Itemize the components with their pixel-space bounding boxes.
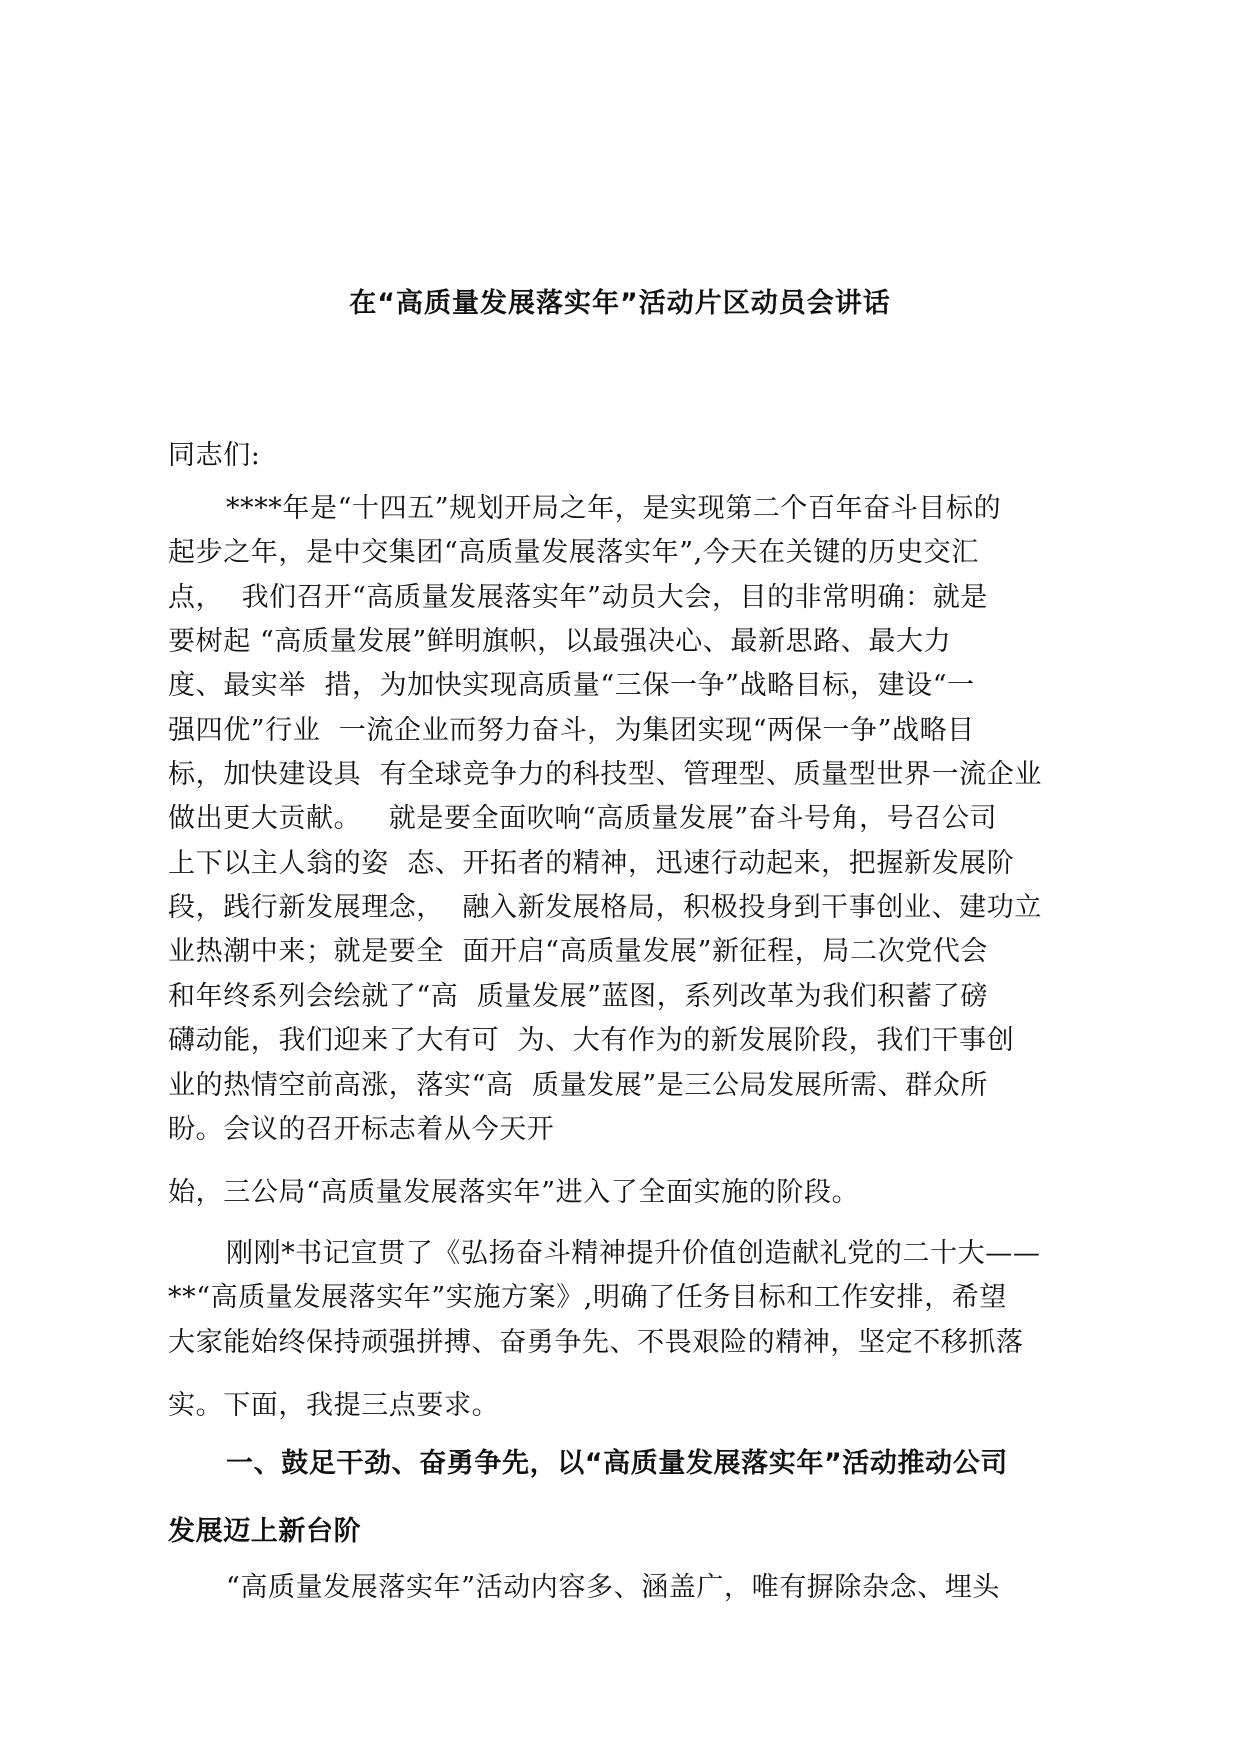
paragraph-2-line-2: **“高质量发展落实年”实施方案》,明确了任务目标和工作安排，希望 (168, 1282, 1007, 1313)
paragraph-2-line-3: 大家能始终保持顽强拼搏、奋勇争先、不畏艰险的精神，坚定不移抓落 (168, 1327, 1024, 1358)
paragraph-1-line-6: 强四优”行业 一流企业而努力奋斗，为集团实现“两保一争”战略目 (168, 715, 975, 746)
paragraph-2-line-1: 刚刚*书记宣贯了《弘扬奋斗精神提升价值创造献礼党的二十大—— (226, 1238, 1041, 1269)
paragraph-1-line-13: 礴动能，我们迎来了大有可 为、大有作为的新发展阶段，我们干事创 (168, 1025, 1015, 1056)
paragraph-1-line-14: 业的热情空前高涨，落实“高 质量发展”是三公局发展所需、群众所 (168, 1070, 988, 1101)
paragraph-1-line-15: 盼。会议的召开标志着从今天开 (168, 1114, 555, 1145)
paragraph-1-line-3: 点， 我们召开“高质量发展落实年”动员大会，目的非常明确：就是 (168, 582, 988, 613)
paragraph-1-line-7: 标，加快建设具 有全球竞争力的科技型、管理型、质量型世界一流企业 (168, 759, 1042, 790)
section-1-heading-line-2: 发展迈上新台阶 (168, 1516, 362, 1547)
paragraph-1-line-12: 和年终系列会绘就了“高 质量发展”蓝图，系列改革为我们积蓄了磅 (168, 981, 988, 1012)
paragraph-1-line-1: ****年是“十四五”规划开局之年，是实现第二个百年奋斗目标的 (226, 493, 1002, 524)
paragraph-1-tail: 始，三公局“高质量发展落实年”进入了全面实施的阶段。 (168, 1177, 860, 1208)
paragraph-1-line-9: 上下以主人翁的姿 态、开拓者的精神，迅速行动起来，把握新发展阶 (168, 848, 1015, 879)
paragraph-3-line-1: “高质量发展落实年”活动内容多、涵盖广，唯有摒除杂念、埋头 (226, 1572, 1001, 1603)
section-1-heading-line-1: 一、鼓足干劲、奋勇争先，以“高质量发展落实年”活动推动公司 (226, 1448, 1008, 1479)
paragraph-1-line-5: 度、最实举 措，为加快实现高质量“三保一争”战略目标，建设“一 (168, 670, 975, 701)
salutation: 同志们: (168, 440, 261, 471)
paragraph-1-line-10: 段，践行新发展理念， 融入新发展格局，积极投身到干事创业、建功立 (168, 892, 1042, 923)
paragraph-1-line-8: 做出更大贡献。 就是要全面吹响“高质量发展”奋斗号角，号召公司 (168, 803, 998, 834)
paragraph-1-line-4: 要树起 “高质量发展”鲜明旗帜，以最强决心、最新思路、最大力 (168, 626, 952, 657)
document-title: 在“高质量发展落实年”活动片区动员会讲话 (349, 288, 891, 319)
paragraph-1-line-11: 业热潮中来；就是要全 面开启“高质量发展”新征程，局二次党代会 (168, 936, 988, 967)
paragraph-1-line-2: 起步之年，是中交集团“高质量发展落实年”,今天在关键的历史交汇 (168, 537, 979, 568)
paragraph-2-tail: 实。下面，我提三点要求。 (168, 1390, 500, 1421)
